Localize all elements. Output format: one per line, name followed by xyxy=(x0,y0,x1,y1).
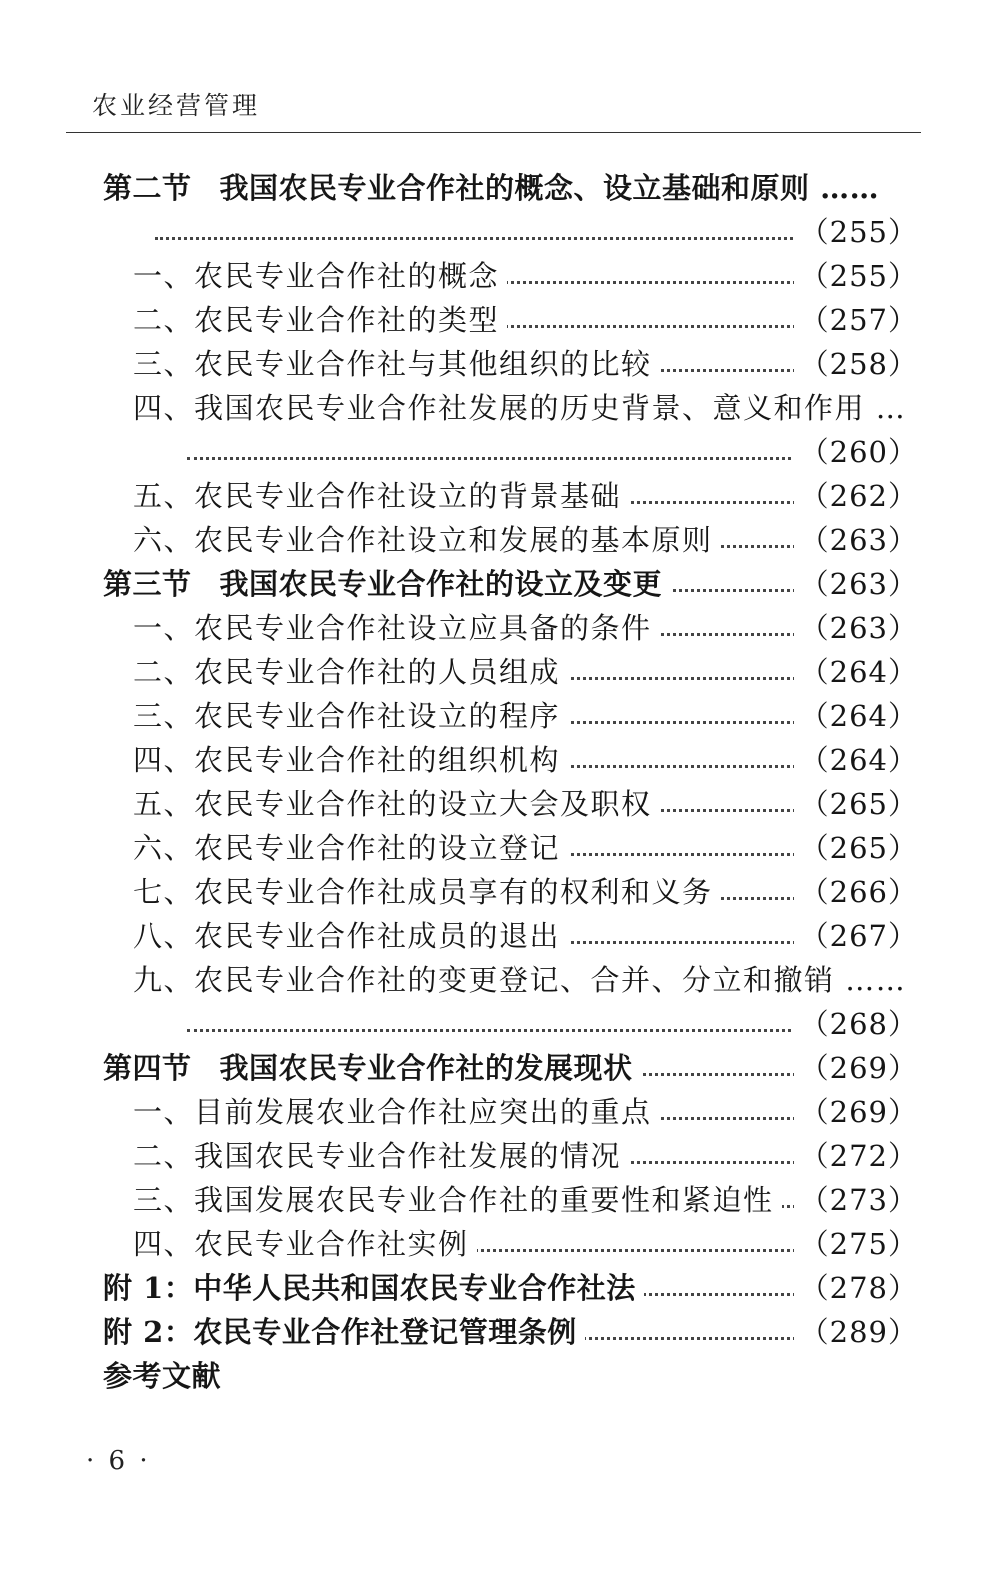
toc-references[interactable] xyxy=(0,1354,1000,1398)
toc-page-number: （257） xyxy=(794,298,918,342)
table-of-contents xyxy=(0,166,1000,1398)
toc-entry[interactable] xyxy=(0,474,1000,518)
toc-entry-title: 一、农民专业合作社的概念 xyxy=(133,254,507,298)
toc-entry-title: 一、目前发展农业合作社应突出的重点 xyxy=(133,1090,660,1134)
toc-entry[interactable] xyxy=(0,738,1000,782)
toc-page-number: （267） xyxy=(794,914,918,958)
toc-page-number: （289） xyxy=(794,1310,918,1354)
toc-section-title: 附 1：中华人民共和国农民专业合作社法 xyxy=(103,1266,644,1310)
toc-page-number: （275） xyxy=(794,1222,918,1266)
toc-page-number: （269） xyxy=(794,1046,918,1090)
toc-section-2-continued[interactable] xyxy=(0,210,1000,254)
toc-section-title: 第二节 我国农民专业合作社的概念、设立基础和原则 …… xyxy=(103,166,887,210)
toc-entry-title: 四、农民专业合作社实例 xyxy=(133,1222,477,1266)
toc-appendix-1[interactable] xyxy=(0,1266,1000,1310)
toc-entry-title: 三、我国发展农民专业合作社的重要性和紧迫性 xyxy=(133,1178,782,1222)
toc-entry[interactable] xyxy=(0,386,1000,430)
toc-entry-title: 二、我国农民专业合作社发展的情况 xyxy=(133,1134,629,1178)
toc-entry-title: 六、农民专业合作社设立和发展的基本原则 xyxy=(133,518,721,562)
toc-entry[interactable] xyxy=(0,914,1000,958)
toc-section-4[interactable] xyxy=(0,1046,1000,1090)
toc-entry-title: 四、农民专业合作社的组织机构 xyxy=(133,738,568,782)
toc-entry-title: 一、农民专业合作社设立应具备的条件 xyxy=(133,606,660,650)
toc-page-number: （266） xyxy=(794,870,918,914)
toc-page-number: （264） xyxy=(794,738,918,782)
toc-page-number: （269） xyxy=(794,1090,918,1134)
toc-entry[interactable] xyxy=(0,958,1000,1002)
header-rule xyxy=(66,132,921,133)
toc-entry[interactable] xyxy=(0,1090,1000,1134)
toc-section-title: 附 2：农民专业合作社登记管理条例 xyxy=(103,1310,585,1354)
toc-entry-title: 三、农民专业合作社与其他组织的比较 xyxy=(133,342,660,386)
toc-page-number: （272） xyxy=(794,1134,918,1178)
toc-page-number: （265） xyxy=(794,826,918,870)
toc-entry-continued[interactable] xyxy=(0,1002,1000,1046)
toc-page-number: （278） xyxy=(794,1266,918,1310)
toc-entry-title: 八、农民专业合作社成员的退出 xyxy=(133,914,568,958)
toc-entry[interactable] xyxy=(0,1178,1000,1222)
toc-entry[interactable] xyxy=(0,342,1000,386)
toc-entry[interactable] xyxy=(0,650,1000,694)
toc-entry[interactable] xyxy=(0,606,1000,650)
toc-entry[interactable] xyxy=(0,870,1000,914)
toc-page-number: （262） xyxy=(794,474,918,518)
toc-appendix-2[interactable] xyxy=(0,1310,1000,1354)
toc-section-title: 第四节 我国农民专业合作社的发展现状 xyxy=(103,1046,641,1090)
toc-section-title: 参考文献 xyxy=(103,1354,229,1398)
toc-entry-title: 二、农民专业合作社的类型 xyxy=(133,298,507,342)
toc-page-number: （260） xyxy=(794,430,918,474)
toc-entry-title: 二、农民专业合作社的人员组成 xyxy=(133,650,568,694)
toc-entry-title: 九、农民专业合作社的变更登记、合并、分立和撤销 …… xyxy=(133,958,914,1002)
toc-section-title: 第三节 我国农民专业合作社的设立及变更 xyxy=(103,562,670,606)
toc-entry[interactable] xyxy=(0,1134,1000,1178)
toc-section-2[interactable] xyxy=(0,166,1000,210)
toc-page-number: （263） xyxy=(794,518,918,562)
toc-page-number: （265） xyxy=(794,782,918,826)
toc-entry-title: 五、农民专业合作社设立的背景基础 xyxy=(133,474,629,518)
toc-entry[interactable] xyxy=(0,694,1000,738)
page-number: · 6 · xyxy=(86,1446,151,1476)
toc-page-number: （273） xyxy=(794,1178,918,1222)
toc-entry-title: 六、农民专业合作社的设立登记 xyxy=(133,826,568,870)
toc-entry-title: 五、农民专业合作社的设立大会及职权 xyxy=(133,782,660,826)
toc-entry[interactable] xyxy=(0,298,1000,342)
toc-page-number: （258） xyxy=(794,342,918,386)
toc-entry[interactable] xyxy=(0,782,1000,826)
toc-page-number: （255） xyxy=(794,210,918,254)
toc-page-number: （255） xyxy=(794,254,918,298)
toc-page-number: （263） xyxy=(794,562,918,606)
toc-page-number: （264） xyxy=(794,694,918,738)
toc-entry[interactable] xyxy=(0,254,1000,298)
toc-entry-title: 三、农民专业合作社设立的程序 xyxy=(133,694,568,738)
running-head: 农业经营管理 xyxy=(92,91,261,120)
toc-entry[interactable] xyxy=(0,518,1000,562)
toc-section-3[interactable] xyxy=(0,562,1000,606)
toc-entry-title: 四、我国农民专业合作社发展的历史背景、意义和作用 … xyxy=(133,386,914,430)
toc-entry-title: 七、农民专业合作社成员享有的权利和义务 xyxy=(133,870,721,914)
toc-entry[interactable] xyxy=(0,826,1000,870)
toc-entry-continued[interactable] xyxy=(0,430,1000,474)
toc-entry[interactable] xyxy=(0,1222,1000,1266)
toc-page-number: （264） xyxy=(794,650,918,694)
toc-page-number: （268） xyxy=(794,1002,918,1046)
toc-page-number: （263） xyxy=(794,606,918,650)
